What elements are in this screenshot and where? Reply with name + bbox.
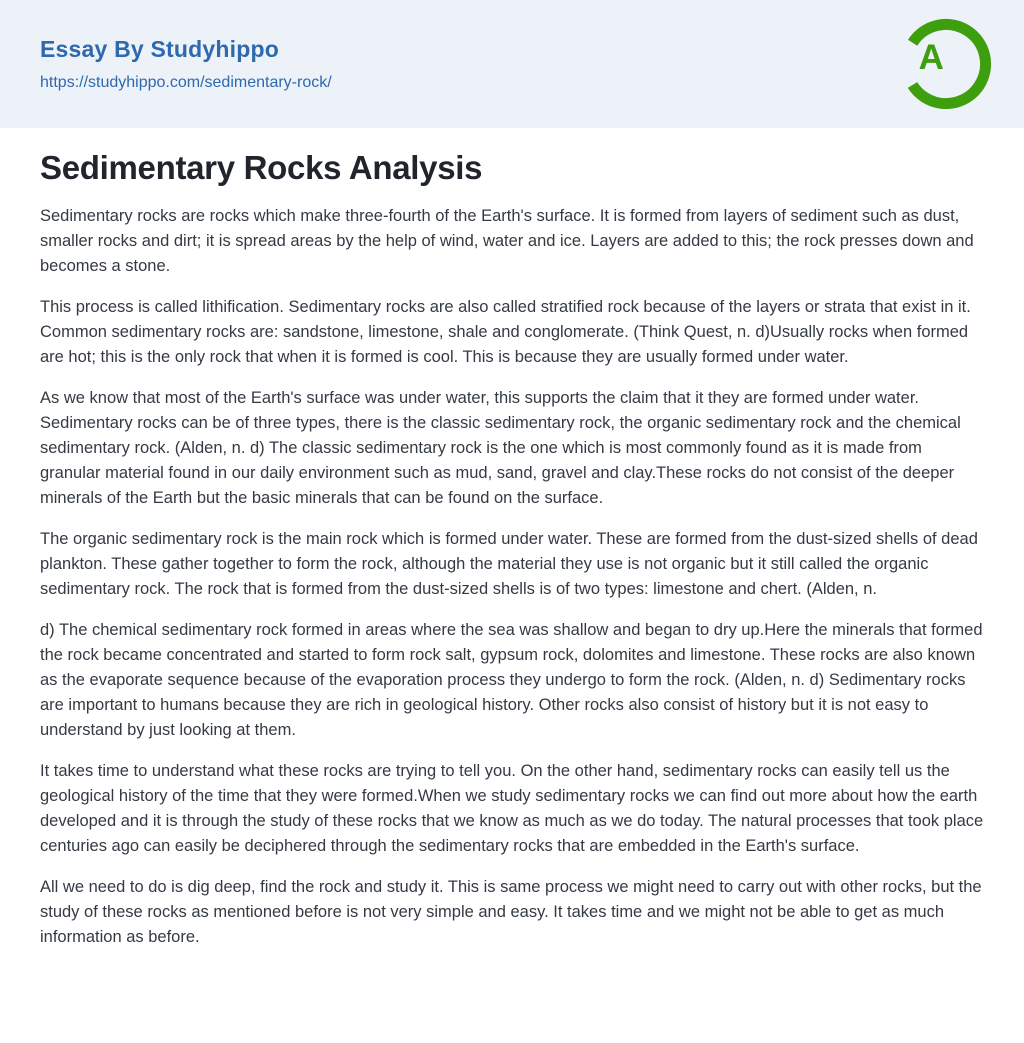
essay-paragraph-6: It takes time to understand what these rocks are trying to tell you. On the other hand, sedimentary rocks can easily tell us the geological history of the time that they were formed.When we study sedimentary rocks we can find out more about how the earth developed and it is through the study of these rocks that we know as much as we do today. The natural processes that took place centuries ago can easily be deciphered through the sedimentary rocks that are embedded in the Earth's surface. (40, 762, 984, 855)
essay-paragraph-3: As we know that most of the Earth's surface was under water, this supports the claim that it they are formed under water. Sedimentary rocks can be of three types, there is the classic sedimentary rock, the organic sedimentary rock and the chemical sedimentary rock. (Alden, n. d) The classic sedimentary rock is the one which is most commonly found as it is made from granular material found in our daily environment such as mud, sand, gravel and clay.These rocks do not consist of the deeper minerals of the Earth but the basic minerals that can be found on the surface. (40, 389, 961, 507)
essay-paragraph-7: All we need to do is dig deep, find the rock and study it. This is same process we might need to carry out with other rocks, but the study of these rocks as mentioned before is not very simple and easy. It takes time and we might not be able to get as much information as before. (40, 878, 982, 946)
logo-letter: A (918, 38, 944, 78)
site-header (0, 0, 1024, 128)
essay-paragraph-2: This process is called lithification. Sedimentary rocks are also called stratified rock because of the layers or strata that exist in it. Common sedimentary rocks are: sandstone, limestone, shale and conglomerate. (Think Quest, n. d)Usually rocks when formed are hot; this is the only rock that when it is formed is cool. This is because they are usually formed under water. (40, 298, 971, 366)
page-title: Sedimentary Rocks Analysis (40, 149, 483, 186)
studyhippo-logo-icon (900, 18, 992, 110)
logo-arc (900, 18, 992, 110)
essay-content (0, 128, 1024, 950)
essay-url-link[interactable]: https://studyhippo.com/sedimentary-rock/ (40, 74, 332, 91)
essay-paragraph-1: Sedimentary rocks are rocks which make three-fourth of the Earth's surface. It is formed from layers of sediment such as dust, smaller rocks and dirt; it is spread areas by the help of wind, water and ice. Layers are added to this; the rock presses down and becomes a stone. (40, 207, 974, 275)
header-text-block (40, 36, 332, 92)
essay-paragraph-5: d) The chemical sedimentary rock formed in areas where the sea was shallow and began to dry up.Here the minerals that formed the rock became concentrated and started to form rock salt, gypsum rock, dolomites and limestone. These rocks are also known as the evaporate sequence because of the evaporation process they undergo to form the rock. (Alden, n. d) Sedimentary rocks are important to humans because they are rich in geological history. Other rocks also consist of history but it is not easy to understand by just looking at them. (40, 621, 983, 739)
essay-paragraph-4: The organic sedimentary rock is the main rock which is formed under water. These are formed from the dust-sized shells of dead plankton. These gather together to form the rock, although the material they use is not organic but it still called the organic sedimentary rock. The rock that is formed from the dust-sized shells is of two types: limestone and chert. (Alden, n. (40, 530, 978, 598)
site-title: Essay By Studyhippo (40, 36, 279, 62)
